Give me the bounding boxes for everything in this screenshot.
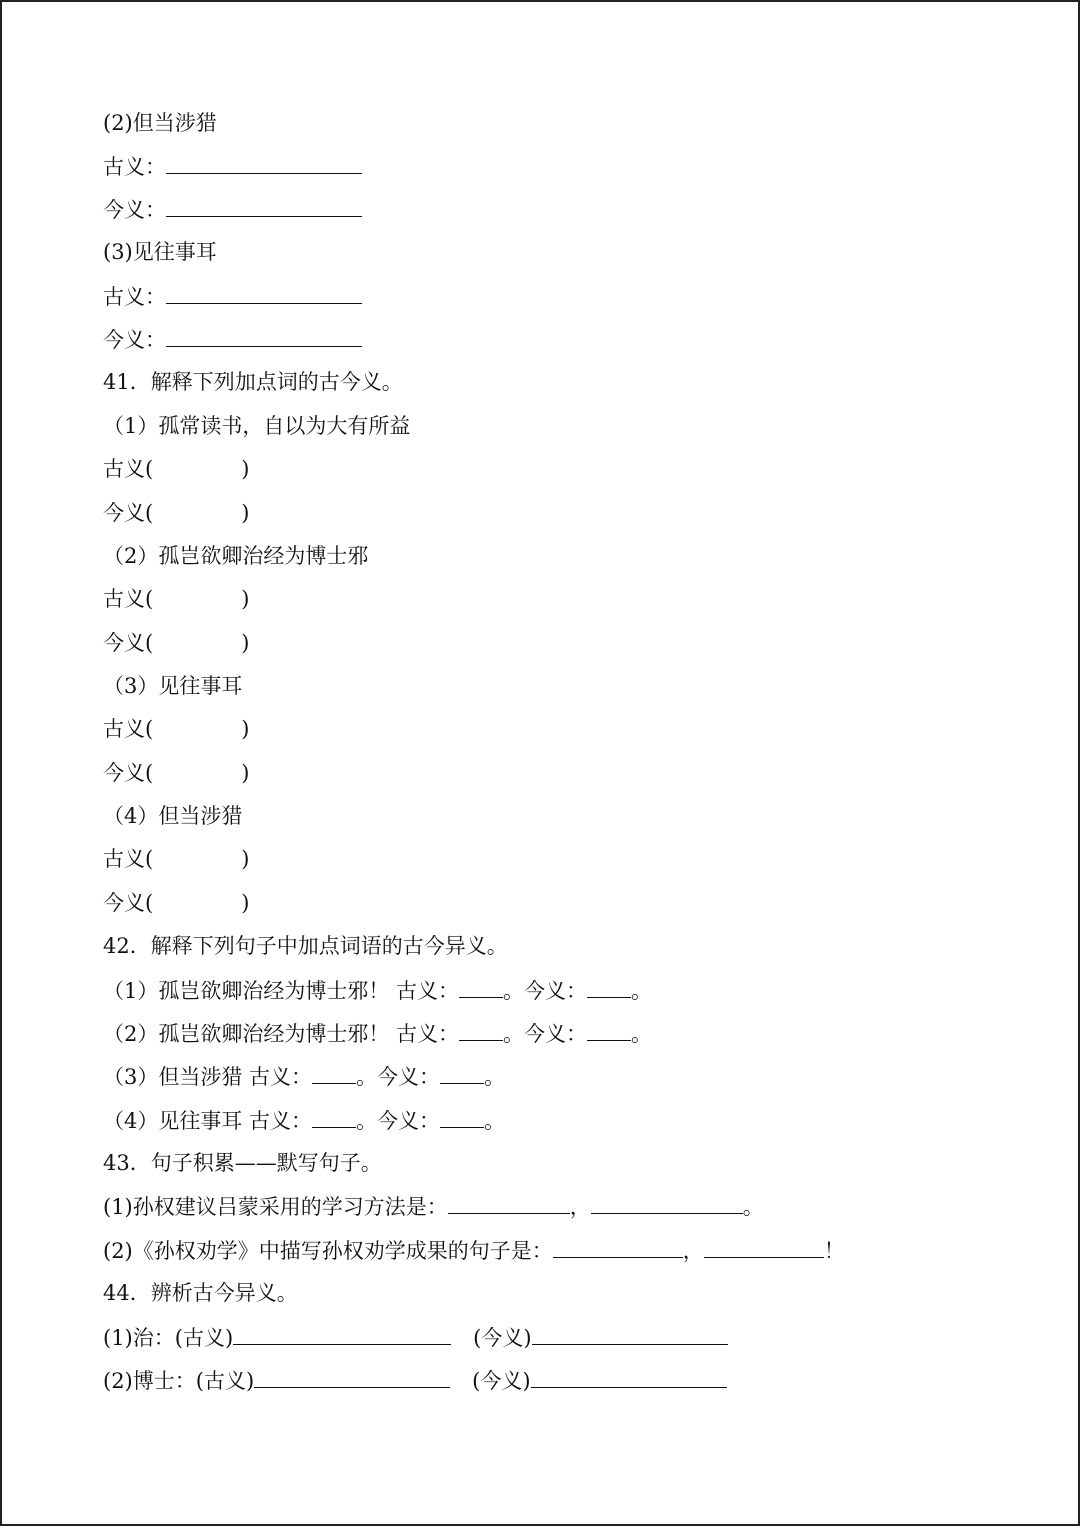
answer-blank[interactable] (448, 1191, 570, 1214)
q41-item-1: （1）孤常读书，自以为大有所益 (103, 414, 411, 438)
question-43-heading: 43．句子积累——默写句子。 (103, 1151, 382, 1175)
q41-modern-3: 今义( ) (103, 761, 250, 785)
q41-ancient-2: 古义( ) (103, 587, 250, 611)
answer-blank[interactable] (587, 1018, 631, 1041)
question-42-heading: 42．解释下列句子中加点词语的古今异义。 (103, 934, 508, 958)
modern-meaning-line: 今义： (103, 324, 362, 354)
q44-item-2: (2)博士：(古义) (今义) (103, 1365, 727, 1395)
answer-blank[interactable] (704, 1235, 824, 1258)
answer-blank[interactable] (166, 324, 362, 347)
q42-item-2: （2）孤岂欲卿治经为博士邪！ 古义： 。今义： 。 (103, 1018, 652, 1048)
answer-blank[interactable] (254, 1365, 450, 1388)
q43-item-2: (2)《孙权劝学》中描写孙权劝学成果的句子是： ， ！ (103, 1235, 845, 1265)
answer-blank[interactable] (166, 194, 362, 217)
answer-blank[interactable] (591, 1191, 743, 1214)
q43-item-1: (1)孙权建议吕蒙采用的学习方法是： ， 。 (103, 1191, 764, 1221)
q41-modern-1: 今义( ) (103, 501, 250, 525)
answer-blank[interactable] (440, 1061, 484, 1084)
answer-blank[interactable] (440, 1105, 484, 1128)
ancient-meaning-line: 古义： (103, 281, 362, 311)
q42-item-1: （1）孤岂欲卿治经为博士邪！ 古义： 。今义： 。 (103, 975, 652, 1005)
ancient-meaning-line: 古义： (103, 151, 362, 181)
answer-blank[interactable] (459, 1018, 503, 1041)
q41-ancient-4: 古义( ) (103, 847, 250, 871)
q41-modern-4: 今义( ) (103, 891, 250, 915)
q42-item-3: （3）但当涉猎 古义： 。今义： 。 (103, 1061, 505, 1091)
answer-blank[interactable] (531, 1365, 727, 1388)
q41-ancient-3: 古义( ) (103, 717, 250, 741)
q44-item-1: (1)治：(古义) (今义) (103, 1322, 728, 1352)
q41-item-2: （2）孤岂欲卿治经为博士邪 (103, 544, 369, 568)
q41-ancient-1: 古义( ) (103, 457, 250, 481)
q42-item-4: （4）见往事耳 古义： 。今义： 。 (103, 1105, 505, 1135)
answer-blank[interactable] (312, 1105, 356, 1128)
question-44-heading: 44．辨析古今异义。 (103, 1281, 298, 1305)
answer-blank[interactable] (587, 975, 631, 998)
item-3-title: (3)见往事耳 (103, 240, 217, 264)
q41-item-3: （3）见往事耳 (103, 674, 243, 698)
question-41-heading: 41．解释下列加点词的古今义。 (103, 370, 403, 394)
q41-item-4: （4）但当涉猎 (103, 804, 243, 828)
answer-blank[interactable] (166, 151, 362, 174)
modern-meaning-line: 今义： (103, 194, 362, 224)
answer-blank[interactable] (532, 1322, 728, 1345)
answer-blank[interactable] (166, 281, 362, 304)
answer-blank[interactable] (459, 975, 503, 998)
answer-blank[interactable] (233, 1322, 451, 1345)
q41-modern-2: 今义( ) (103, 631, 250, 655)
item-2-title: (2)但当涉猎 (103, 111, 217, 135)
answer-blank[interactable] (312, 1061, 356, 1084)
answer-blank[interactable] (553, 1235, 683, 1258)
